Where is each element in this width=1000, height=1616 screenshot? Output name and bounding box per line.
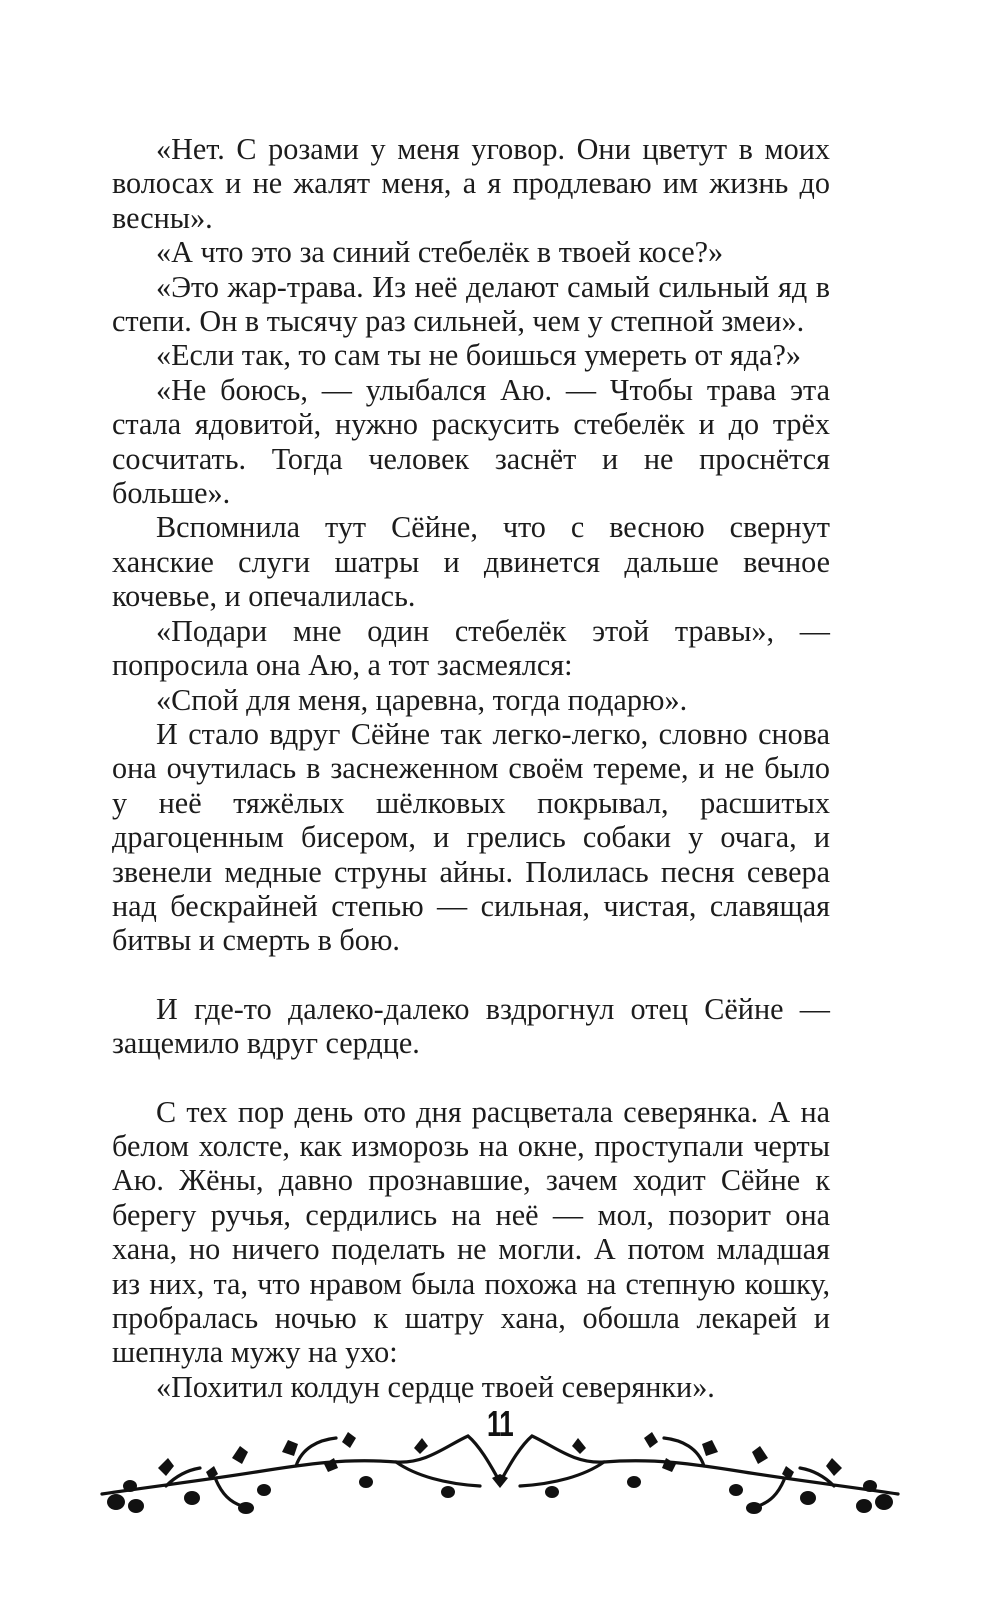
paragraph: С тех пор день ото дня расцветала северянка. А на белом холсте, как изморозь на окне, проступали черты Аю. Жёны, давно прознавшие, зачем ходит Сёйне к берегу ручья, сердились на неё — мол, позорит она хана, но ничего поделать не могли. А потом младшая из них, та, что нравом была похожа на степную кошку, пробралась ночью к шатру хана, обошла лекарей и шепнула мужу на ухо: (112, 1094, 830, 1370)
paragraph: «Похитил колдун сердце твоей северянки». (156, 1369, 715, 1404)
paragraph: Вспомнила тут Сёйне, что с весною свернут ханские слуги шатры и двинется дальше вечное кочевье, и опечалилась. (112, 510, 830, 614)
branch-ornament-icon (96, 1428, 904, 1514)
paragraph: «А что это за синий стебелёк в твоей косе?» (156, 235, 724, 270)
paragraph: «Подари мне один стебелёк этой травы», — попросила она Аю, а тот засмеялся: (112, 613, 830, 683)
paragraph: «Это жар-трава. Из неё делают самый сильный яд в степи. Он в тысячу раз сильней, чем у степной змеи». (112, 269, 830, 339)
paragraph: «Если так, то сам ты не боишься умереть от яда?» (156, 338, 802, 373)
paragraph: «Не боюсь, — улыбался Аю. — Чтобы трава эта стала ядовитой, нужно раскусить стебелёк и до трёх сосчитать. Тогда человек заснёт и не проснётся больше». (112, 372, 830, 511)
body-text (112, 132, 830, 1404)
paragraph: И стало вдруг Сёйне так легко-легко, словно снова она очутилась в заснеженном своём тереме, и не было у неё тяжёлых шёлковых покрывал, расшитых драгоценным бисером, и грелись собаки у очага, и звенели медные струны айны. Полилась песня севера над бескрайней степью — сильная, чистая, славящая битвы и смерть в бою. (112, 716, 830, 958)
paragraph: «Нет. С розами у меня уговор. Они цветут в моих волосах и не жалят меня, а я продлеваю им жизнь до весны». (112, 132, 830, 235)
page-number: 11 (487, 1403, 513, 1444)
paragraph: «Спой для меня, царевна, тогда подарю». (156, 682, 688, 717)
paragraph: И где-то далеко-далеко вздрогнул отец Сёйне — защемило вдруг сердце. (112, 991, 830, 1061)
